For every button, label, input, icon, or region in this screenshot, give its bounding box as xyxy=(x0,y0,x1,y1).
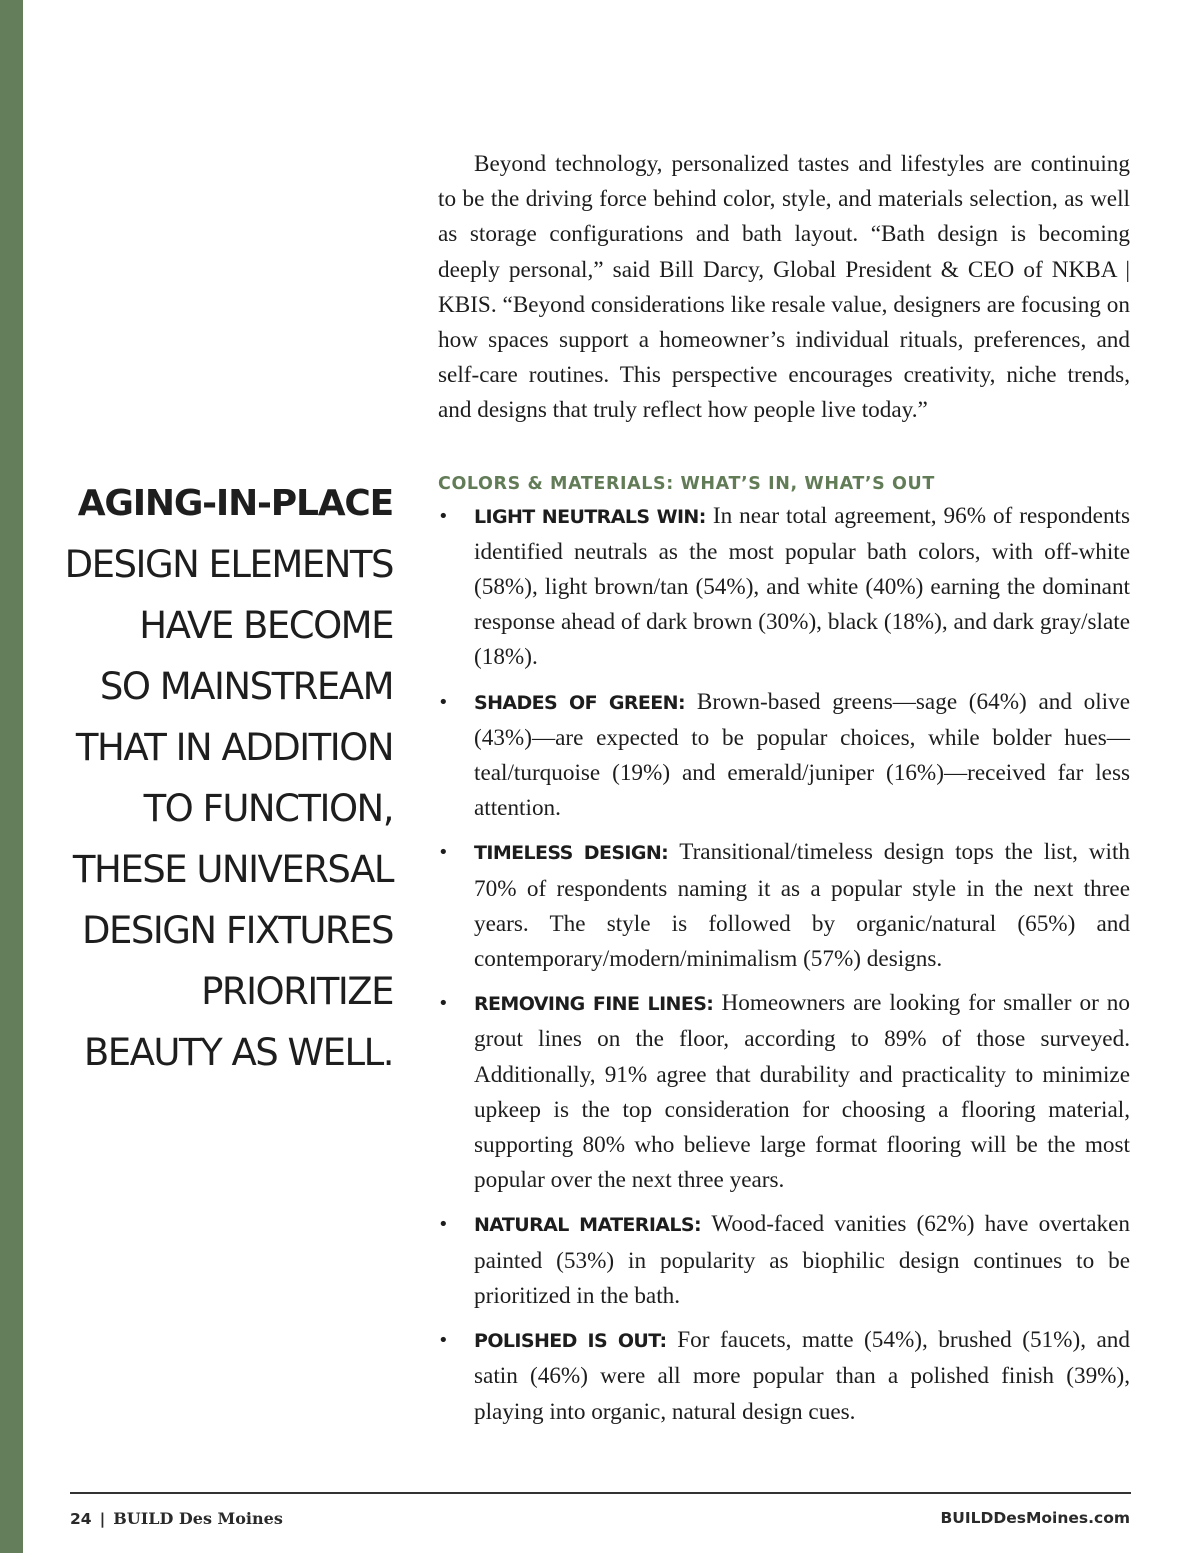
bullet-icon: • xyxy=(438,842,449,864)
bullet-icon: • xyxy=(438,691,449,713)
bullet-text: In near total agreement, 96% of respondents identified neutrals as the most popular bath colors, with off-white (58%), light brown/tan (54%), and white (40%) earning the dominant response ahead of dark brown (30%), black (18%), and dark gray/slate (18%). xyxy=(474,502,1130,671)
pull-quote-line: DESIGN FIXTURES xyxy=(81,909,393,952)
bullet-text: Transitional/timeless design tops the list, with 70% of respondents naming it as a popular style in the next three years. The style is followed by organic/natural (65%) and contemporary/modern/minimalism (57%) designs. xyxy=(474,839,1130,973)
magazine-name: BUILD Des Moines xyxy=(113,1509,283,1528)
article-column xyxy=(438,147,1130,1430)
pull-quote-lead: AGING-IN-PLACE xyxy=(77,483,393,524)
pull-quote-line: TO FUNCTION, xyxy=(143,787,393,830)
list-item xyxy=(438,1323,1130,1430)
bullet-icon: • xyxy=(438,505,449,527)
pull-quote-line: PRIORITIZE xyxy=(201,970,393,1013)
bullet-text: Homeowners are looking for smaller or no grout lines on the floor, according to 89% of those surveyed. Additionally, 91% agree that durability and practicality to minimize upkeep is the top consideration for choosing a flooring material, supporting 80% who believe large format flooring will be the most popular over the next three years. xyxy=(474,990,1130,1194)
website-url: BUILDDesMoines.com xyxy=(940,1509,1130,1527)
bullet-title: NATURAL MATERIALS: xyxy=(474,1214,712,1237)
trend-list xyxy=(438,499,1130,1430)
bullet-title: REMOVING FINE LINES: xyxy=(474,993,722,1016)
bullet-icon: • xyxy=(438,993,449,1015)
pull-quote xyxy=(40,473,393,1083)
bullet-text: For faucets, matte (54%), brushed (51%), and satin (46%) were all more popular than a polished finish (39%), playing into organic, natural design cues. xyxy=(474,1327,1130,1425)
intro-paragraph: Beyond technology, personalized tastes and lifestyles are continuing to be the driving force behind color, style, and materials selection, as well as storage configurations and bath layout. “Bath design is becoming deeply personal,” said Bill Darcy, Global President & CEO of NKBA | KBIS. “Beyond considerations like resale value, designers are focusing on how spaces support a homeowner’s individual rituals, preferences, and self-care routines. This perspective encourages creativity, niche trends, and designs that truly reflect how people live today.” xyxy=(438,151,1130,424)
list-item xyxy=(438,1207,1130,1314)
bullet-title: POLISHED IS OUT: xyxy=(474,1330,678,1353)
footer-folio xyxy=(70,1509,283,1528)
bullet-title: LIGHT NEUTRALS WIN: xyxy=(474,505,713,528)
bullet-title: SHADES OF GREEN: xyxy=(474,691,697,714)
pull-quote-line: THAT IN ADDITION xyxy=(75,726,393,769)
section-heading: COLORS & MATERIALS: WHAT’S IN, WHAT’S OUT xyxy=(438,473,935,494)
list-item xyxy=(438,685,1130,827)
pull-quote-line: HAVE BECOME xyxy=(139,604,393,647)
pull-quote-line: SO MAINSTREAM xyxy=(99,665,393,708)
page-number: 24 xyxy=(70,1510,92,1528)
bullet-title: TIMELESS DESIGN: xyxy=(474,842,680,865)
bullet-text: Wood-faced vanities (62%) have overtaken painted (53%) in popularity as biophilic design continues to be prioritized in the bath. xyxy=(474,1211,1130,1309)
bullet-text: Brown-based greens—sage (64%) and olive (43%)—are expected to be popular choices, while bolder hues—teal/turquoise (19%) and emerald/juniper (16%)—received far less attention. xyxy=(474,688,1130,822)
pull-quote-line: THESE UNIVERSAL xyxy=(72,848,393,891)
side-accent-bar xyxy=(0,0,23,1553)
pull-quote-line: BEAUTY AS WELL. xyxy=(83,1031,393,1074)
bullet-icon: • xyxy=(438,1330,449,1352)
footer-divider xyxy=(70,1492,1131,1494)
footer-separator: | xyxy=(99,1510,106,1528)
pull-quote-line: DESIGN ELEMENTS xyxy=(64,543,393,586)
list-item xyxy=(438,499,1130,676)
list-item xyxy=(438,835,1130,977)
list-item xyxy=(438,986,1130,1198)
bullet-icon: • xyxy=(438,1214,449,1236)
